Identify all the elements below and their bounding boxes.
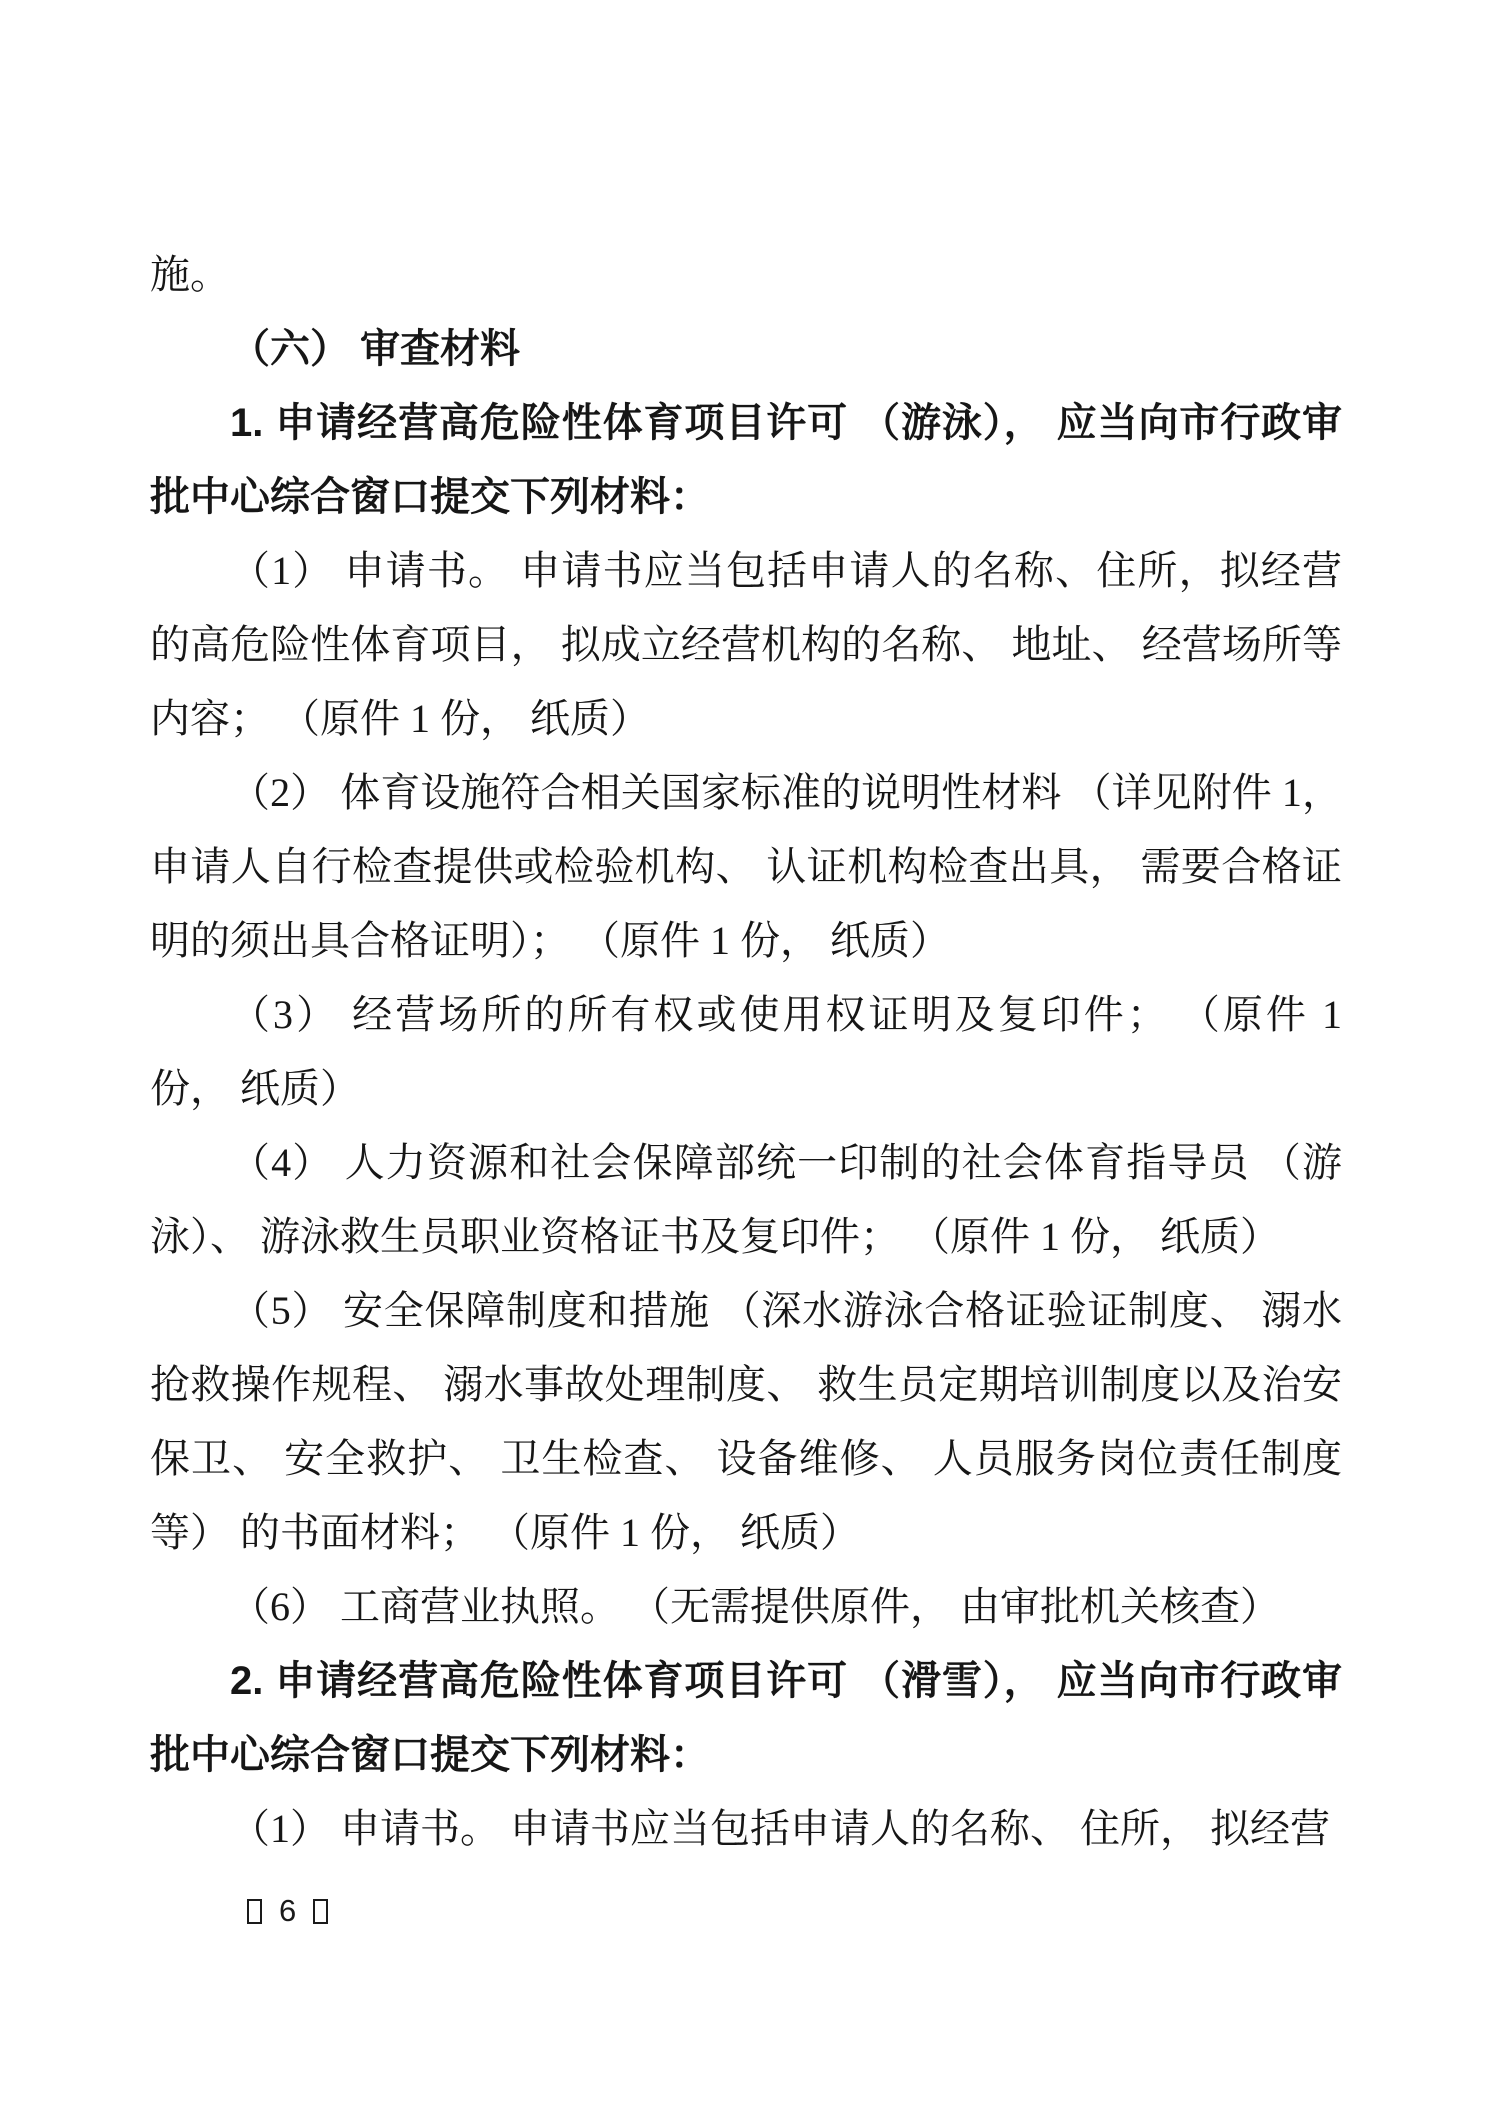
material-item-1-application: （1） 申请书。 申请书应当包括申请人的名称、住所，拟经营的高危险性体育项目， 拟成立经营机构的名称、 地址、 经营场所等内容； （原件 1 份， 纸质） — [150, 548, 1342, 741]
material-item-6-business-license: （6） 工商营业执照。 （无需提供原件， 由审批机关核查） — [230, 1584, 1280, 1629]
material-item-5-safety-systems: （5） 安全保障制度和措施 （深水游泳合格证验证制度、 溺水抢救操作规程、 溺水事故处理制度、 救生员定期培训制度以及治安保卫、 安全救护、 卫生检查、 设备维修、 人员服务岗位责任制度等） 的书面材料； （原件 1 份， 纸质） — [150, 1288, 1342, 1555]
numbered-heading-skiing-permit: 2. 申请经营高危险性体育项目许可 （滑雪）， 应当向市行政审批中心综合窗口提交下列材料： — [150, 1659, 1342, 1777]
missing-glyph-box-icon — [313, 1899, 328, 1924]
page-number: 6 — [279, 1892, 297, 1928]
subsection-heading-review-materials: （六） 审查材料 — [230, 326, 520, 371]
numbered-heading-swimming-permit: 1. 申请经营高危险性体育项目许可 （游泳）， 应当向市行政审批中心综合窗口提交下列材料： — [150, 401, 1342, 519]
paragraph-continuation: 施。 — [150, 252, 230, 297]
material-item-1-application-skiing: （1） 申请书。 申请书应当包括申请人的名称、 住所， 拟经营 — [230, 1806, 1330, 1851]
page-footer — [247, 1894, 328, 1928]
document-body — [150, 238, 1342, 1866]
material-item-3-premises-ownership: （3） 经营场所的所有权或使用权证明及复印件； （原件 1 份， 纸质） — [150, 992, 1342, 1111]
missing-glyph-box-icon — [247, 1899, 262, 1924]
material-item-4-instructor-certificates: （4） 人力资源和社会保障部统一印制的社会体育指导员 （游泳）、 游泳救生员职业资格证书及复印件； （原件 1 份， 纸质） — [150, 1140, 1342, 1259]
material-item-2-facility-standards: （2） 体育设施符合相关国家标准的说明性材料 （详见附件 1， 申请人自行检查提供或检验机构、 认证机构检查出具， 需要合格证明的须出具合格证明）； （原件 1 份， 纸质） — [150, 770, 1342, 963]
